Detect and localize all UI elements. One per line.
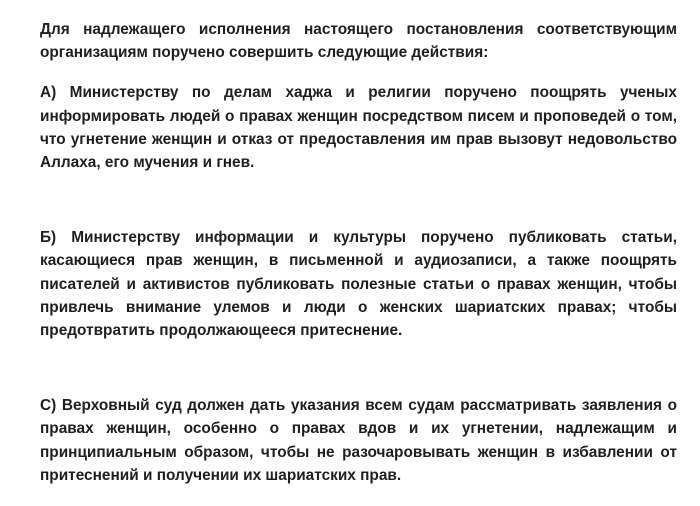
- item-b-paragraph: Б) Министерству информации и культуры поручено публиковать статьи, касающиеся прав женщин, в письменной и аудиозаписи, а также поощрять писателей и активистов публиковать полезные статьи о правах женщин, чтобы привлечь внимание улемов и люди о женских шариатских правах; чтобы предотвратить продолжающееся притеснение.: [40, 229, 677, 340]
- intro-paragraph: Для надлежащего исполнения настоящего постановления соответствующим организациям поручено совершить следующие действия:: [40, 21, 677, 62]
- item-a-paragraph: А) Министерству по делам хаджа и религии поручено поощрять ученых информировать людей о правах женщин посредством писем и проповедей о том, что угнетение женщин и отказ от предоставления им прав вызовут недовольство Аллаха, его мучения и гнев.: [40, 84, 677, 172]
- item-c-paragraph: С) Верховный суд должен дать указания всем судам рассматривать заявления о правах женщин, особенно о правах вдов и их угнетении, надлежащим и принципиальным образом, чтобы не разочаровывать женщин в избавлении от притеснений и получении их шариатских прав.: [40, 397, 677, 484]
- document-body: [40, 18, 677, 487]
